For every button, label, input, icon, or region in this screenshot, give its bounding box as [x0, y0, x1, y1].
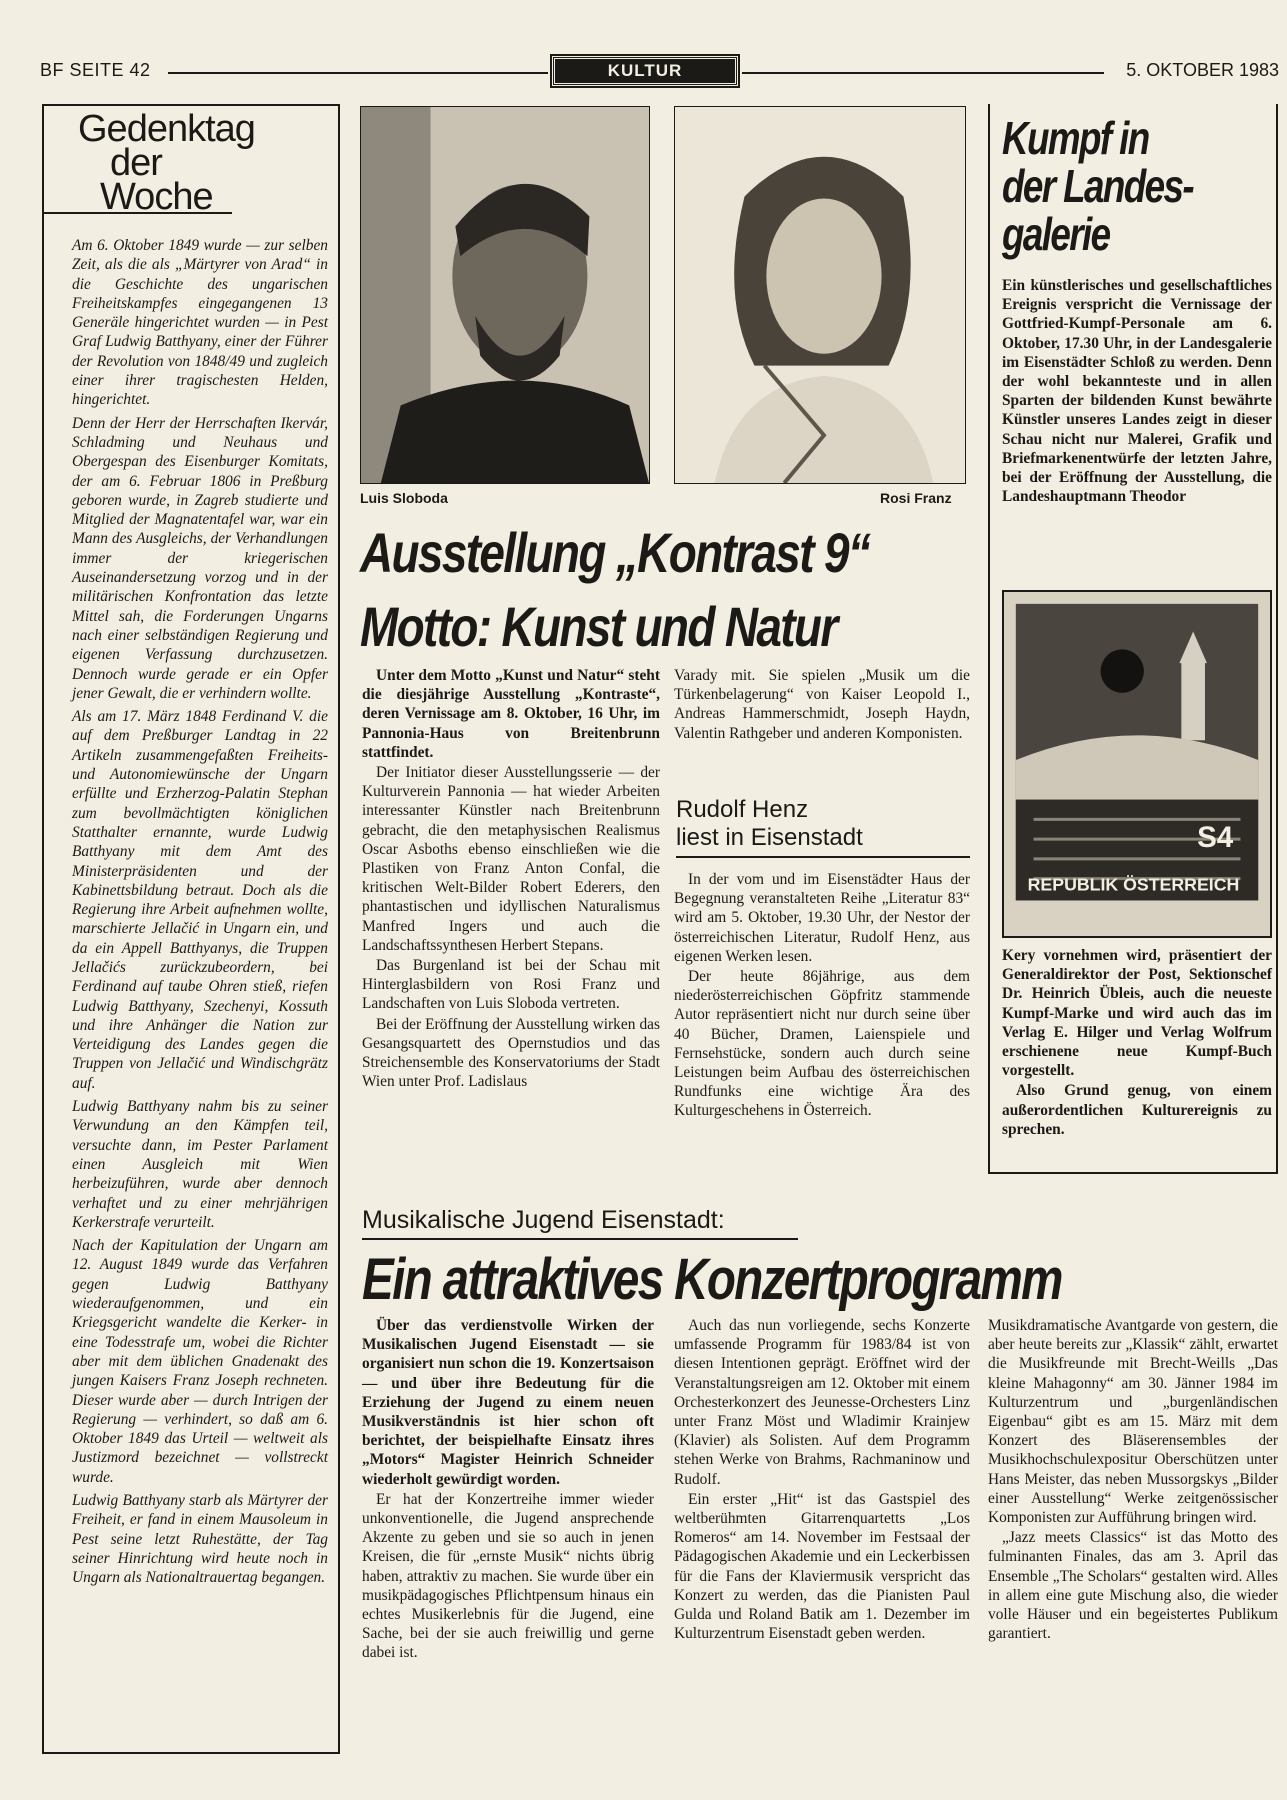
jugend-lead: Über das verdienstvolle Wirken der Musikalischen Jugend Eisenstadt — sie organisiert nun schon die 19. Konzertsaison — und über ihre Bedeutung für die Erziehung der Jugend zu einem neuen Musikverständnis ist hier schon oft berichtet, der beispielhafte Einsatz ihres „Motors“ Magister Heinrich Schneider wiederholt gewürdigt worden. [362, 1317, 654, 1488]
section-label: KULTUR [552, 56, 738, 86]
ausstellung-column-b [674, 666, 970, 744]
kumpf-headline [1002, 114, 1218, 258]
jugend-column-3 [988, 1316, 1278, 1644]
ausstellung-paragraph: Varady mit. Sie spielen „Musik um die Türkenbelagerung“ von Kaiser Leopold I., Andreas Hammerschmidt, Joseph Haydn, Valentin Rathgeber und anderen Komponisten. [674, 667, 970, 742]
jugend-paragraph: Musikdramatische Avantgarde von gestern, die aber heute bereits zur „Klassik“ zählt, erwartet die Musikfreunde mit Brecht-Weills „Das kleine Mahagonny“ am 30. Jänner 1984 im Kulturzentrum und „burgenländischen Eigenbau“ gibt es am 15. März mit dem Konzert des Bläserensembles der Musikhochschulexpositur Oberschützen unter Hans Meister, das neben Mussorgskys „Bilder einer Ausstellung“ Werke zeitgenössischer Komponisten zur Aufführung bringen wird. [988, 1317, 1278, 1527]
stamp-artwork [1004, 592, 1270, 936]
gedenktag-title-line2: der [110, 142, 162, 184]
kumpf-headline-line2: der Landes- [1002, 160, 1193, 212]
jugend-paragraph: „Jazz meets Classics“ ist das Motto des fulminanten Finales, das am 3. April das Ensemble „The Scholars“ gestalten wird. Alles in allem eine gute Mischung also, die wieder volle Häuser und ein begeistertes Publikum garantiert. [988, 1529, 1278, 1643]
gedenktag-paragraph: Ludwig Batthyany starb als Märtyrer der Freiheit, er fand in einem Mausoleum in Pest seine letzt Ruhestätte, der Tag seiner Hinrichtung wird heute noch in Ungarn als Nationaltrauertag begangen. [72, 1492, 328, 1587]
gedenktag-article [72, 236, 328, 1591]
henz-headline-line2: liest in Eisenstadt [676, 824, 863, 851]
portrait-man-image [361, 107, 649, 483]
henz-article [674, 870, 970, 1122]
ausstellung-column-a [362, 666, 660, 1092]
gedenktag-title [78, 108, 318, 218]
stamp-country: REPUBLIK ÖSTERREICH [1027, 874, 1240, 895]
gedenktag-paragraph: Ludwig Batthyany nahm bis zu seiner Verwundung an den Kämpfen teil, versuchte dann, im Pester Parlament einen Ausgleich mit Wien herbeizuführen, wurde aber dennoch verhaftet und zu einer mehrjährigen Kerkerstrafe verurteilt. [72, 1098, 328, 1231]
jugend-paragraph: Er hat der Konzertreihe immer wieder unkonventionelle, die Jugend ansprechende Akzente zu geben und sie so auch in jenen Kreisen, die für „ernste Musik“ nichts übrig haben, attraktiv zu machen. Sie wurde über ein musikpädagogisches Pflichtpensum hinaus ein echtes Musikerlebnis für die Jugend, eine Sache, bei der sie auch freiwillig und gerne dabei ist. [362, 1490, 654, 1662]
page-number: BF SEITE 42 [40, 60, 151, 80]
gedenktag-paragraph: Denn der Herr der Herrschaften Ikervár, Schladming und Neuhaus und Obergespan des Eisenburger Komitats, der am 6. Februar 1806 in Preßburg geboren wurde, in Zagreb studierte und Mitglied der Magnatentafel war, war ein Mann des Ausgleichs, der Verhandlungen immer der kriegerischen Auseinandersetzung vorzog und in der militärischen Konfrontation das letzte Mittel sah, die Forderungen Ungarns nach einer selbständigen Regierung und eigenen Verfassung durchzusetzen. Dennoch wurde gerade er ein Opfer jener Gewalt, die er verhindern wollte. [72, 414, 328, 702]
stamp-image [1002, 590, 1272, 938]
gedenktag-paragraph: Am 6. Oktober 1849 wurde — zur selben Zeit, als die als „Märtyrer von Arad“ in die Geschichte des ungarischen Freiheitskampfes eingegangenen 13 Generäle hingerichtet wurden — in Pest Graf Ludwig Batthyany, einer der Führer der Revolution von 1848/49 und zugleich einer ihrer tragischesten Helden, hingerichtet. [72, 237, 328, 409]
stamp-value: S4 [1197, 820, 1234, 855]
ausstellung-headline-line2: Motto: Kunst und Natur [360, 595, 837, 658]
photo-caption-franz: Rosi Franz [880, 490, 952, 506]
kumpf-headline-line3: galerie [1002, 208, 1110, 260]
portrait-woman-image [675, 107, 965, 483]
kumpf-article-part2 [1002, 946, 1272, 1140]
photo-caption-sloboda: Luis Sloboda [360, 490, 448, 506]
jugend-paragraph: Ein erster „Hit“ ist das Gastspiel des weltberühmten Gitarrenquartetts „Los Romeros“ am 14. November im Festsaal der Pädagogischen Akademie und ein Leckerbissen für die Fans der Klaviermusik verspricht das Konzert zu werden, das die Pianisten Paul Gulda und Roland Batik am 1. Dezember im Kulturzentrum Eisenstadt geben werden. [674, 1490, 970, 1643]
kumpf-article-part1 [1002, 276, 1272, 507]
photo-rosi-franz [674, 106, 966, 484]
henz-paragraph: In der vom und im Eisenstädter Haus der Begegnung veranstalteten Reihe „Literatur 83“ wird am 5. Oktober, 19.30 Uhr, der Nestor der österreichischen Literatur, Rudolf Henz, aus eigenen Werken lesen. [674, 871, 970, 965]
kumpf-paragraph: Ein künstlerisches und gesellschaftliches Ereignis verspricht die Vernissage der Gottfried-Kumpf-Personale am 6. Oktober, 17.30 Uhr, in der Landesgalerie im Eisenstädter Schloß zu werden. Denn der wohl bekannteste und in allen Sparten der bildenden Kunst bewährte Künstler unseres Landes zeigt in dieser Schau nicht nur Malerei, Grafik und Briefmarkenentwürfe der letzten Jahre, bei der Eröffnung der Ausstellung, die Landeshauptmann Theodor [1002, 277, 1272, 506]
kumpf-paragraph: Kery vornehmen wird, präsentiert der Generaldirektor der Post, Sektionschef Dr. Heinrich Übleis, auch die neueste Kumpf-Marke und wird auch das im Verlag E. Hilger und Verlag Wolfrum erschienene neue Kumpf-Buch vorgestellt. [1002, 947, 1272, 1080]
gedenktag-paragraph: Nach der Kapitulation der Ungarn am 12. August 1849 wurde das Verfahren gegen Ludwig Batthyany wiederaufgenommen, und ein Kriegsgericht wandelte die Kerker- in eine Todesstrafe um, wobei die Richter aber mit dem üblichen Gnadenakt des jungen Kaisers Franz Joseph rechneten. Dieser wurde aber — durch Intrigen der Regierung — verhindert, so daß am 6. Oktober 1849 das Urteil — weltweit als Justizmord bezeichnet — vollstreckt wurde. [72, 1237, 328, 1486]
header-rule-left [168, 72, 548, 74]
gedenktag-title-rule [42, 212, 232, 214]
henz-paragraph: Der heute 86jährige, aus dem niederösterreichischen Göpfritz stammende Autor repräsentiert nicht nur durch seine über 40 Bücher, Dramen, Laienspiele und Fernsehstücke, sondern auch durch seine Leistungen beim Aufbau des österreichischen Rundfunks eine wichtige Ära des Kulturgeschehens in Österreich. [674, 968, 970, 1120]
henz-headline-line1: Rudolf Henz [676, 796, 809, 823]
ausstellung-lead: Unter dem Motto „Kunst und Natur“ steht die diesjährige Ausstellung „Kontraste“, deren Vernissage am 8. Oktober, 16 Uhr, im Pannonia-Haus von Breitenbrunn stattfindet. [362, 667, 660, 761]
ausstellung-headline-line1: Ausstellung „Kontrast 9“ [360, 521, 870, 584]
kumpf-headline-line1: Kumpf in [1002, 112, 1149, 164]
jugend-column-1 [362, 1316, 654, 1664]
kumpf-paragraph: Also Grund genug, von einem außerordentlichen Kulturereignis zu sprechen. [1002, 1082, 1272, 1138]
photo-luis-sloboda [360, 106, 650, 484]
ausstellung-paragraph: Bei der Eröffnung der Ausstellung wirken das Gesangsquartett des Opernstudios und das Streichensemble des Konservatoriums der Stadt Wien unter Prof. Ladislaus [362, 1015, 660, 1091]
ausstellung-paragraph: Das Burgenland ist bei der Schau mit Hinterglasbildern von Rosi Franz und Landschaften von Luis Sloboda vertreten. [362, 957, 660, 1013]
header-rule-right [742, 72, 1104, 74]
jugend-column-2 [674, 1316, 970, 1644]
jugend-subheadline: Musikalische Jugend Eisenstadt: [362, 1206, 798, 1240]
gedenktag-title-line3: Woche [100, 176, 213, 218]
henz-headline [676, 796, 970, 858]
issue-date: 5. OKTOBER 1983 [1126, 60, 1279, 80]
ausstellung-paragraph: Der Initiator dieser Ausstellungsserie — der Kulturverein Pannonia — hat wieder Arbeiten interessanter Künstler nach Breitenbrunn gebracht, die den metaphysischen Realismus Oscar Asboths ebenso einschließen wie die Plastiken von Franz Anton Confal, die kritischen Welt-Bilder Robert Ederers, den phantastischen und idyllischen Naturalismus Manfred Ingers und auch die Landschaftssynthesen Herbert Stepans. [362, 764, 660, 954]
jugend-headline: Ein attraktives Konzertprogramm [362, 1247, 1062, 1312]
gedenktag-paragraph: Als am 17. März 1848 Ferdinand V. die auf dem Preßburger Landtag in 22 Artikeln zusammengefaßten Freiheits- und Autonomiewünsche der Ungarn erfüllte und Erzherzog-Palatin Stephan zum bevollmächtigten königlichen Statthalter ernannte, wurde Ludwig Batthyany mit dem Amt des Ministerpräsidenten und der Kabinettsbildung betraut. Doch als die Regierung ihre Arbeit aufnehmen wollte, marschierte Jellačić in Ungarn ein, und da ein Appell Batthyanys, die Truppen Jellačićs zurückzubeordern, bei Ferdinand auf taube Ohren stieß, riefen Ludwig Batthyany, Szechenyi, Kossuth und ihre Anhänger die Nation zur Verteidigung des Landes gegen die Truppen von Jellačić und Windischgrätz auf. [72, 708, 328, 1092]
gedenktag-title-line1: Gedenktag [78, 108, 255, 150]
jugend-paragraph: Auch das nun vorliegende, sechs Konzerte umfassende Programm für 1983/84 ist von diesen Intentionen geprägt. Eröffnet wird der Veranstaltungsreigen am 12. Oktober mit einem Orchesterkonzert des Jeunesse-Orchesters Linz unter Franz Möst und Wladimir Krainjew (Klavier) als Solisten. Auf dem Programm stehen Werke von Brahms, Rachmaninow und Rudolf. [674, 1317, 970, 1488]
